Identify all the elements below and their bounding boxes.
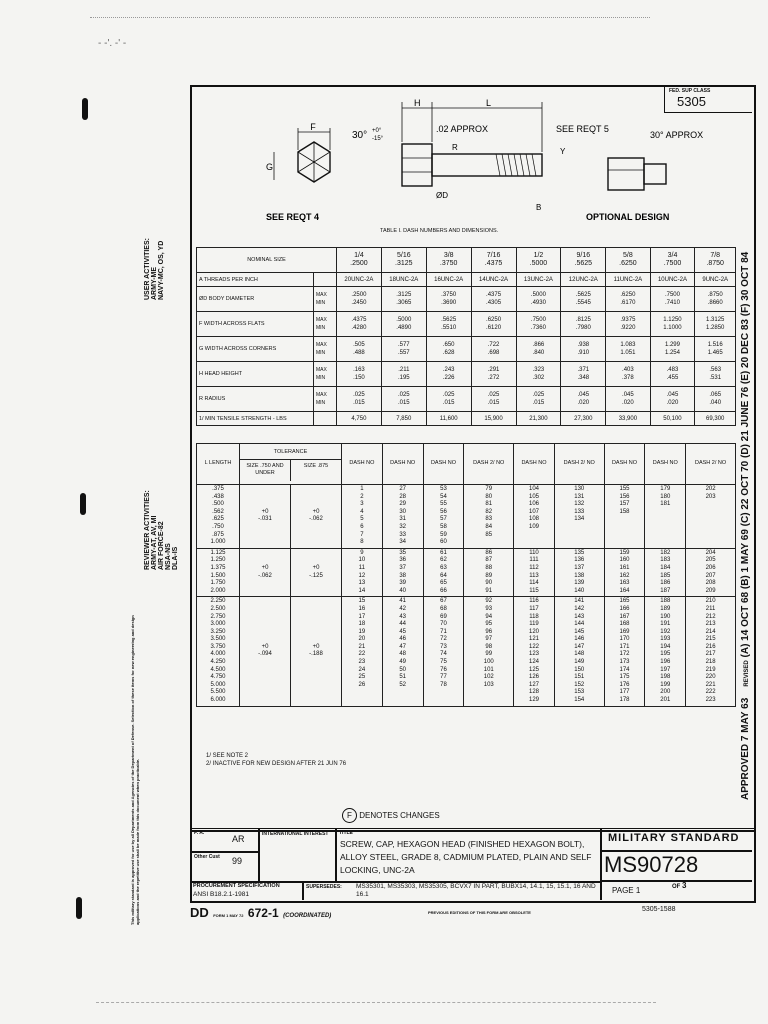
dash-number-cell: 67 68 69 70 71 72 73 74 75 76 77 78: [423, 597, 464, 706]
dash-number-cell: 204 205 206 207 208 209: [686, 548, 736, 597]
dash-no-header: DASH NO: [423, 444, 464, 485]
table1-cell: .371 .348: [561, 362, 606, 387]
notes: [206, 752, 346, 768]
table1-cell: .505 .488: [337, 337, 382, 362]
pa-label: P. A.: [194, 830, 205, 836]
table1-row: [197, 312, 736, 337]
tolerance-small: +0 -.062: [240, 548, 291, 597]
row-name: H HEAD HEIGHT: [197, 362, 314, 387]
table1-cell: .025 .015: [471, 387, 516, 412]
length-cell: .375 .438 .500 .562 .625 .750 .875 1.000: [197, 485, 240, 549]
length-cell: 2.250 2.500 2.750 3.000 3.250 3.500 3.750 4.000 4.250 4.500 4.750 5.000 5.500 6.000: [197, 597, 240, 706]
table1-cell: .483 .455: [650, 362, 695, 387]
table1-row: [197, 337, 736, 362]
dash-number-cell: 179 180 181: [645, 485, 686, 549]
table1-cell: 4,750: [337, 412, 382, 426]
table1-cell: 20UNC-2A: [337, 273, 382, 287]
scan-mark: - -'. -' -: [98, 38, 127, 49]
row-maxmin: MAX MIN: [314, 362, 337, 387]
optional-design-label: OPTIONAL DESIGN: [586, 212, 670, 222]
denotes-changes: F DENOTES CHANGES: [342, 808, 440, 823]
table1-row: [197, 387, 736, 412]
table1-cell: 14UNC-2A: [471, 273, 516, 287]
dim-f-label: F: [310, 122, 316, 132]
dash-number-cell: 86 87 88 89 90 91: [464, 548, 514, 597]
table1-cell: .4375 .4305: [471, 287, 516, 312]
nominal-size-cell: 3/8 .3750: [426, 248, 471, 273]
dash-number-cell: 15 16 17 18 19 20 21 22 23 24 25 26: [342, 597, 383, 706]
bolt-drawing: [196, 92, 716, 232]
table1-cell: 1.3125 1.2850: [695, 312, 736, 337]
tolerance-large: +0 -.125: [291, 548, 342, 597]
proc-spec-label: PROCUREMENT SPECIFICATION: [193, 883, 280, 889]
approval-note: This military standard is approved for use by all Departments and Agencies of the Department of Defense. Selection of these items for new engineering and design applications and the repetitive use shall be made from this document when practicable.: [130, 615, 140, 925]
table1-cell: .243 .226: [426, 362, 471, 387]
table1-cell: .7500 .7410: [650, 287, 695, 312]
dd-form: DD FORM 1 MAY 72 672-1 (COORDINATED): [190, 905, 332, 920]
row-name: F WIDTH ACROSS FLATS: [197, 312, 314, 337]
pa-value: AR: [232, 834, 245, 844]
see-reqt4-label: SEE REQT 4: [266, 212, 320, 222]
row-name: A THREADS PER INCH: [197, 273, 314, 287]
dash-number-cell: 92 93 94 95 96 97 98 99 100 101 102 103: [464, 597, 514, 706]
dash-no-header: DASH 2/ NO: [686, 444, 736, 485]
table1-cell: 12UNC-2A: [561, 273, 606, 287]
ms-number: MS90728: [604, 852, 699, 877]
table1-cell: 18UNC-2A: [381, 273, 426, 287]
dim-l-label: L: [486, 98, 492, 108]
table1-cell: .563 .531: [695, 362, 736, 387]
intl-interest: INTERNATIONAL INTEREST: [262, 831, 329, 837]
dash-number-cell: 202 203: [686, 485, 736, 549]
table1-cell: 1.1250 1.1000: [650, 312, 695, 337]
table1-row: [197, 412, 736, 426]
dash-number-cell: 141 142 143 144 145 146 147 148 149 150 151 152 153 154: [554, 597, 604, 706]
dash-no-header: DASH 2/ NO: [464, 444, 514, 485]
punch-hole: [76, 897, 82, 919]
table1-cell: .045 .020: [650, 387, 695, 412]
table1-title: TABLE I. DASH NUMBERS AND DIMENSIONS.: [380, 228, 499, 234]
reviewer-activities: REVIEWER ACTIVITIES: ARMY-AT, AV, MI AIR FORCE-82 NSA-NS DLA-IS: [144, 490, 179, 570]
tolerance-large: +0 -.062: [291, 485, 342, 549]
table1-cell: 1.516 1.465: [695, 337, 736, 362]
table1-cell: 11UNC-2A: [606, 273, 650, 287]
table1-cell: .6250 .6120: [471, 312, 516, 337]
row-maxmin: MAX MIN: [314, 287, 337, 312]
dash-number-cell: 182 183 184 185 186 187: [645, 548, 686, 597]
note-1: 1/ SEE NOTE 2: [206, 753, 249, 759]
page-label: PAGE 1: [612, 886, 641, 895]
tolerance-header: TOLERANCE SIZE .750 AND UNDER SIZE .875: [240, 444, 342, 485]
table1-cell: .3750 .3690: [426, 287, 471, 312]
dash-number-cell: 130 131 132 133 134: [554, 485, 604, 549]
table1-cell: 1.083 1.051: [606, 337, 650, 362]
table1-cell: .866 .840: [516, 337, 561, 362]
table1-cell: .8125 .7980: [561, 312, 606, 337]
table-dimensions: [196, 247, 736, 426]
table1-cell: .938 .910: [561, 337, 606, 362]
tolerance-small: +0 -.031: [240, 485, 291, 549]
table2-group-row: [197, 485, 736, 549]
table1-cell: 13UNC-2A: [516, 273, 561, 287]
doc-code: 5305-1588: [642, 906, 676, 913]
angle-30-label: 30°: [352, 130, 368, 141]
table1-cell: 7,850: [381, 412, 426, 426]
table1-cell: 9UNC-2A: [695, 273, 736, 287]
dim-od-label: ØD: [436, 191, 448, 200]
fed-sup-class-value: 5305: [677, 94, 706, 109]
revision-history: APPROVED 7 MAY 63 REVISED (A) 14 OCT 68 (B) 1 MAY 69 (C) 22 OCT 70 (D) 21 JUNE 76 (E) 20 DEC 83 (F) 30 OCT 84: [740, 251, 751, 800]
table1-cell: .211 .195: [381, 362, 426, 387]
nominal-size-cell: 5/16 .3125: [381, 248, 426, 273]
table1-cell: 15,900: [471, 412, 516, 426]
table1-cell: 50,100: [650, 412, 695, 426]
row-name: G WIDTH ACROSS CORNERS: [197, 337, 314, 362]
user-activities: USER ACTIVITIES: ARMY-ME NAVY-MC, OS, YD: [144, 238, 165, 300]
other-cust-label: Other Cust: [194, 854, 220, 860]
table1-cell: .045 .020: [561, 387, 606, 412]
table1-cell: .025 .015: [381, 387, 426, 412]
punch-hole: [82, 98, 88, 120]
table1-cell: 69,300: [695, 412, 736, 426]
row-maxmin: MAX MIN: [314, 387, 337, 412]
dash-number-cell: 53 54 55 56 57 58 59 60: [423, 485, 464, 549]
tolerance-small: +0 -.094: [240, 597, 291, 706]
table1-cell: .025 .015: [516, 387, 561, 412]
table1-row: [197, 362, 736, 387]
table1-cell: 10UNC-2A: [650, 273, 695, 287]
table1-cell: .577 .557: [381, 337, 426, 362]
bolt-shank: [432, 154, 542, 176]
military-standard: MILITARY STANDARD: [608, 832, 740, 844]
dash-no-header: DASH 2/ NO: [554, 444, 604, 485]
table1-cell: .025 .015: [337, 387, 382, 412]
approx-02-label: .02 APPROX: [436, 124, 489, 134]
dim-b-label: B: [536, 203, 542, 212]
dash-number-cell: 61 62 63 64 65 66: [423, 548, 464, 597]
dim-g-label: G: [266, 162, 274, 172]
proc-spec: ANSI B18.2.1-1981: [193, 891, 250, 898]
row-maxmin: MAX MIN: [314, 312, 337, 337]
table1-cell: .3125 .3065: [381, 287, 426, 312]
dim-r-label: R: [452, 143, 458, 152]
table1-cell: .403 .378: [606, 362, 650, 387]
dash-number-cell: 159 160 161 162 163 164: [604, 548, 645, 597]
table1-cell: .722 .698: [471, 337, 516, 362]
dash-number-cell: 188 189 190 191 192 193 194 195 196 197 198 199 200 201: [645, 597, 686, 706]
table1-cell: .045 .020: [606, 387, 650, 412]
nominal-size-cell: 5/8 .6250: [606, 248, 650, 273]
table1-cell: .025 .015: [426, 387, 471, 412]
other-cust-value: 99: [232, 856, 243, 866]
dash-no-header: DASH NO: [382, 444, 423, 485]
nominal-size-cell: 1/2 .5000: [516, 248, 561, 273]
length-cell: 1.125 1.250 1.375 1.500 1.750 2.000: [197, 548, 240, 597]
fed-sup-class-label: FED. SUP CLASS: [669, 88, 711, 94]
row-name: ØD BODY DIAMETER: [197, 287, 314, 312]
thread-lines: [496, 154, 536, 176]
table1-header-row: [197, 248, 736, 273]
table1-cell: 27,300: [561, 412, 606, 426]
dash-number-cell: 41 42 43 44 45 46 47 48 49 50 51 52: [382, 597, 423, 706]
nominal-size-cell: 1/4 .2500: [337, 248, 382, 273]
table1-cell: .650 .628: [426, 337, 471, 362]
dash-number-cell: 116 117 118 119 120 121 122 123 124 125 126 127 128 129: [514, 597, 555, 706]
title-label: TITLE: [339, 830, 353, 836]
of-label: OF 3: [672, 881, 687, 890]
tolerance-large: +0 -.188: [291, 597, 342, 706]
dash-no-header: DASH NO: [645, 444, 686, 485]
dash-number-cell: 35 36 37 38 39 40: [382, 548, 423, 597]
table1-cell: .5000 .4930: [516, 287, 561, 312]
note-2: 2/ INACTIVE FOR NEW DESIGN AFTER 21 JUN 76: [206, 761, 347, 767]
table-dash-numbers: [196, 443, 736, 707]
nominal-size-label: NOMINAL SIZE: [197, 248, 337, 273]
dash-number-cell: 9 10 11 12 13 14: [342, 548, 383, 597]
angle-30-approx-label: 30° APPROX: [650, 130, 704, 140]
nominal-size-cell: 3/4 .7500: [650, 248, 695, 273]
dash-number-cell: 1 2 3 4 5 6 7 8: [342, 485, 383, 549]
table1-cell: .2500 .2450: [337, 287, 382, 312]
dash-number-cell: 110 111 112 113 114 115: [514, 548, 555, 597]
row-maxmin: [314, 412, 337, 426]
angle-tol-plus: +0°: [372, 128, 382, 134]
dash-number-cell: 155 156 157 158: [604, 485, 645, 549]
scan-footer-noise: [96, 1002, 656, 1006]
row-name: R RADIUS: [197, 387, 314, 412]
angle-tol-minus: -15°: [372, 136, 384, 142]
table1-cell: .5625 .5510: [426, 312, 471, 337]
punch-hole: [80, 493, 86, 515]
denotes-symbol: F: [342, 808, 357, 823]
table2-header-row: [197, 444, 736, 485]
table1-cell: 1.299 1.254: [650, 337, 695, 362]
table2-group-row: [197, 548, 736, 597]
nominal-size-cell: 7/8 .8750: [695, 248, 736, 273]
superseded-label: SUPERSEDES:: [306, 884, 342, 890]
table1-row: [197, 273, 736, 287]
dim-y-label: Y: [560, 147, 566, 156]
table1-cell: .065 .040: [695, 387, 736, 412]
table1-row: [197, 287, 736, 312]
dash-number-cell: 210 211 212 213 214 215 216 217 218 219 220 221 222 223: [686, 597, 736, 706]
dash-no-header: DASH NO: [514, 444, 555, 485]
dim-h-label: H: [414, 98, 421, 108]
hex-head-side-view: [402, 144, 432, 186]
table1-cell: 21,300: [516, 412, 561, 426]
table1-cell: .5000 .4890: [381, 312, 426, 337]
prev-editions: PREVIOUS EDITIONS OF THIS FORM ARE OBSOLETE: [428, 910, 531, 915]
nominal-size-cell: 7/16 .4375: [471, 248, 516, 273]
table1-cell: .6250 .6170: [606, 287, 650, 312]
row-name: 1/ MIN TENSILE STRENGTH - LBS: [197, 412, 314, 426]
table1-cell: .4375 .4280: [337, 312, 382, 337]
table1-cell: .5625 .5545: [561, 287, 606, 312]
table1-cell: .323 .302: [516, 362, 561, 387]
table1-cell: .7500 .7360: [516, 312, 561, 337]
table1-cell: .8750 .8660: [695, 287, 736, 312]
dash-number-cell: 27 28 29 30 31 32 33 34: [382, 485, 423, 549]
dash-no-header: DASH NO: [604, 444, 645, 485]
l-length-header: L LENGTH: [197, 444, 240, 485]
table1-cell: 33,900: [606, 412, 650, 426]
table1-cell: 16UNC-2A: [426, 273, 471, 287]
table1-cell: 11,600: [426, 412, 471, 426]
table1-cell: .163 .150: [337, 362, 382, 387]
scan-header-noise: [90, 17, 650, 22]
dash-number-cell: 165 166 167 168 169 170 171 172 173 174 175 176 177 178: [604, 597, 645, 706]
row-maxmin: [314, 273, 337, 287]
table1-cell: .291 .272: [471, 362, 516, 387]
dash-number-cell: 135 136 137 138 139 140: [554, 548, 604, 597]
nominal-size-cell: 9/16 .5625: [561, 248, 606, 273]
dash-number-cell: 104 105 106 107 108 109: [514, 485, 555, 549]
dash-no-header: DASH NO: [342, 444, 383, 485]
superseded: MS35301, MS35303, MS35305, BCVX7 IN PART, BUBX14, 14.1, 15, 15.1, 16 AND 16.1: [356, 883, 596, 898]
optional-design-head: [608, 158, 644, 190]
table1-cell: .9375 .9220: [606, 312, 650, 337]
doc-title: SCREW, CAP, HEXAGON HEAD (FINISHED HEXAGON BOLT), ALLOY STEEL, GRADE 8, CADMIUM PLATED, PLAIN AND SELF LOCKING, UNC-2A: [340, 839, 592, 875]
table2-group-row: [197, 597, 736, 706]
see-reqt5-label: SEE REQT 5: [556, 124, 609, 134]
row-maxmin: MAX MIN: [314, 337, 337, 362]
dash-number-cell: 79 80 81 82 83 84 85: [464, 485, 514, 549]
